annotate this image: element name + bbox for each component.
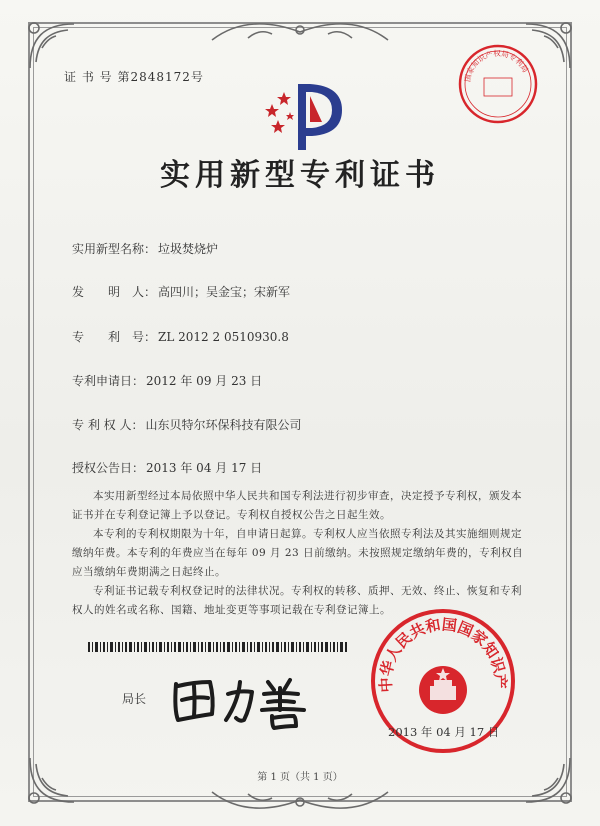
field-label: 发 明 人： xyxy=(72,285,157,299)
certificate-title: 实用新型专利证书 xyxy=(160,158,440,193)
bottom-center-ornament xyxy=(208,786,392,816)
official-stamp-small xyxy=(456,42,540,130)
certificate-body xyxy=(72,487,532,620)
field-label: 专 利 权 人： xyxy=(72,418,144,432)
field-value: 山东贝特尔环保科技有限公司 xyxy=(145,418,302,432)
seal-text: 中华人民共和国国家知识产 xyxy=(376,615,510,693)
field-patent-number xyxy=(72,328,289,345)
field-value: 2012 年 09 月 23 日 xyxy=(146,374,263,388)
field-inventors xyxy=(72,283,290,300)
certificate-number: 证 书 号 第2848172号 xyxy=(64,70,204,84)
field-value: 垃圾焚烧炉 xyxy=(158,242,219,256)
body-paragraph: 本专利的专利权期限为十年，自申请日起算。专利权人应当依照专利法及其实施细则规定缴纳年费。本专利的年费应当在每年 09 月 23 日前缴纳。未按照规定缴纳年费的，专利权自应当缴纳年费期满之日起终止。 xyxy=(72,528,524,578)
body-paragraph: 本实用新型经过本局依照中华人民共和国专利法进行初步审查，决定授予专利权，颁发本证书并在专利登记簿上予以登记。专利权自授权公告之日起生效。 xyxy=(72,490,522,521)
director-signature xyxy=(168,670,318,734)
field-label: 专 利 号： xyxy=(72,330,157,344)
field-patentee xyxy=(72,416,301,433)
top-center-ornament xyxy=(208,16,392,46)
seal-date: 2013 年 04 月 17 日 xyxy=(388,725,500,739)
patent-office-emblem xyxy=(258,74,354,158)
field-value: ZL 2012 2 0510930.8 xyxy=(158,330,289,344)
body-paragraph: 专利证书记载专利权登记时的法律状况。专利权的转移、质押、无效、终止、恢复和专利权人的姓名或名称、国籍、地址变更等事项记载在专利登记簿上。 xyxy=(72,585,522,616)
field-value: 高四川；吴金宝；宋新军 xyxy=(158,285,291,299)
field-label: 授权公告日： xyxy=(72,461,145,475)
page-number: 第 1 页（共 1 页） xyxy=(257,772,343,783)
field-label: 实用新型名称： xyxy=(72,242,157,256)
director-label: 局长 xyxy=(122,692,147,706)
field-label: 专利申请日： xyxy=(72,374,145,388)
field-grant-date xyxy=(72,459,262,476)
small-stamp-text: 国家知识产权局专利局 xyxy=(462,48,531,83)
field-application-date xyxy=(72,372,262,389)
national-emblem-icon xyxy=(419,666,467,714)
field-value: 2013 年 04 月 17 日 xyxy=(146,461,263,475)
field-utility-model-name xyxy=(72,240,218,257)
barcode xyxy=(88,637,348,656)
corner-ornament-top-left xyxy=(24,18,80,74)
